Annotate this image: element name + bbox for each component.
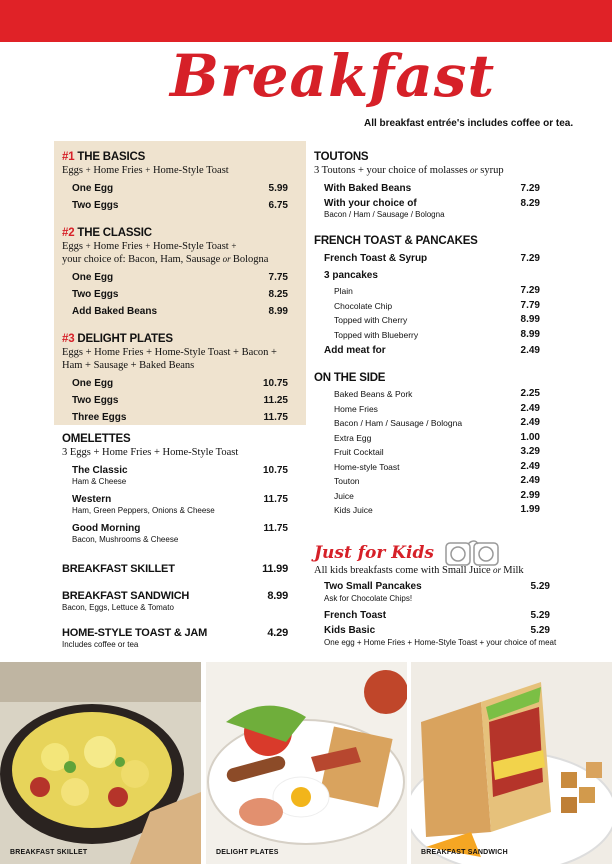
section-description: 3 Eggs + Home Fries + Home-Style Toast xyxy=(62,447,239,458)
kids-title: Just for Kids xyxy=(314,543,434,564)
page-title: Breakfast xyxy=(170,42,496,110)
item-description: Bacon / Ham / Sausage / Bologna xyxy=(324,210,445,219)
photo-breakfast-skillet xyxy=(0,662,201,864)
photo-delight-plates xyxy=(206,662,407,864)
section-title: OMELETTES xyxy=(62,433,131,445)
section-description: Eggs + Home Fries + Home-Style Toast xyxy=(62,165,229,176)
section-basics xyxy=(62,150,288,214)
section-title: THE CLASSIC xyxy=(77,227,152,239)
menu-item: Fruit Cocktail 3.29 xyxy=(334,446,540,457)
section-classic xyxy=(62,226,288,320)
left-column-lower xyxy=(62,432,288,652)
section-title: DELIGHT PLATES xyxy=(77,333,173,345)
menu-item: With your choice of 8.29 xyxy=(324,198,540,209)
menu-item: Topped with Cherry 8.99 xyxy=(334,314,540,325)
delight-image xyxy=(206,662,407,864)
menu-item: Two Eggs 6.75 xyxy=(72,200,288,211)
menu-item: French Toast & Syrup 7.29 xyxy=(324,253,540,264)
menu-item: Two Small Pancakes 5.29 xyxy=(324,581,550,592)
skillet-image xyxy=(0,662,201,864)
section-number: #1 xyxy=(62,151,75,163)
photo-caption: DELIGHT PLATES xyxy=(216,849,279,856)
section-description: Eggs + Home Fries + Home-Style Toast + your choice of: Bacon, Ham, Sausage or Bologna xyxy=(62,241,269,265)
item-description: One egg + Home Fries + Home-Style Toast + your choice of meat xyxy=(324,638,557,647)
menu-item: With Baked Beans 7.29 xyxy=(324,183,540,194)
sandwich-image xyxy=(411,662,612,864)
menu-item: Extra Egg 1.00 xyxy=(334,431,540,443)
section-title: ON THE SIDE xyxy=(314,372,386,384)
photo-breakfast-sandwich xyxy=(411,662,612,864)
menu-item-sandwich: BREAKFAST SANDWICH 8.99 xyxy=(62,590,288,602)
section-toutons xyxy=(314,150,540,220)
section-title: TOUTONS xyxy=(314,151,369,163)
photo-strip xyxy=(0,662,612,864)
menu-item: Two Eggs 8.25 xyxy=(72,289,288,300)
item-description: Ask for Chocolate Chips! xyxy=(324,594,413,603)
menu-item: Kids Basic 5.29 xyxy=(324,625,550,636)
menu-item: Western 11.75 xyxy=(72,494,288,505)
top-red-banner xyxy=(0,0,612,42)
menu-item: One Egg 5.99 xyxy=(72,183,288,194)
section-description: Eggs + Home Fries + Home-Style Toast + Bacon + Ham + Sausage + Baked Beans xyxy=(62,347,277,371)
page-subtitle: All breakfast entrée's includes coffee or tea. xyxy=(364,118,574,129)
menu-item-label: 3 pancakes xyxy=(324,270,378,281)
right-column xyxy=(314,150,540,524)
menu-item: Two Eggs 11.25 xyxy=(72,395,288,406)
section-omelettes xyxy=(62,432,288,545)
section-french-toast xyxy=(314,234,540,359)
menu-item: Kids Juice 1.99 xyxy=(334,504,540,515)
menu-item-toast-jam: HOME-STYLE TOAST & JAM 4.29 xyxy=(62,627,288,639)
item-description: Bacon, Eggs, Lettuce & Tomato xyxy=(62,603,174,612)
item-description: Ham & Cheese xyxy=(72,477,127,486)
menu-item: Home-style Toast 2.49 xyxy=(334,460,540,472)
menu-item: Juice 2.99 xyxy=(334,489,540,501)
menu-item: The Classic 10.75 xyxy=(72,465,288,476)
menu-item-skillet: BREAKFAST SKILLET 11.99 xyxy=(62,563,288,575)
section-description: 3 Toutons + your choice of molasses or syrup xyxy=(314,165,504,176)
menu-item: Bacon / Ham / Sausage / Bologna 2.49 xyxy=(334,417,540,428)
section-on-the-side xyxy=(314,371,540,518)
menu-item: One Egg 7.75 xyxy=(72,272,288,283)
menu-item: Three Eggs 11.75 xyxy=(72,412,288,423)
menu-item: Baked Beans & Pork 2.25 xyxy=(334,388,540,399)
photo-caption: BREAKFAST SKILLET xyxy=(10,849,88,856)
menu-item: Good Morning 11.75 xyxy=(72,523,288,534)
section-title: FRENCH TOAST & PANCAKES xyxy=(314,235,478,247)
left-column-featured xyxy=(62,150,288,432)
menu-item: Plain 7.29 xyxy=(334,285,540,296)
menu-item: Touton 2.49 xyxy=(334,475,540,486)
section-kids xyxy=(314,540,557,650)
menu-item: French Toast 5.29 xyxy=(324,610,550,621)
menu-item: Home Fries 2.49 xyxy=(334,402,540,414)
photo-caption: BREAKFAST SANDWICH xyxy=(421,849,508,856)
menu-item: Add Baked Beans 8.99 xyxy=(72,306,288,317)
section-number: #2 xyxy=(62,227,75,239)
section-number: #3 xyxy=(62,333,75,345)
menu-item: Chocolate Chip 7.79 xyxy=(334,299,540,311)
menu-item: Topped with Blueberry 8.99 xyxy=(334,328,540,340)
menu-item: One Egg 10.75 xyxy=(72,378,288,389)
menu-item: Add meat for 2.49 xyxy=(324,345,540,356)
item-description: Ham, Green Peppers, Onions & Cheese xyxy=(72,506,215,515)
item-description: Includes coffee or tea xyxy=(62,640,139,649)
section-delight xyxy=(62,332,288,426)
item-description: Bacon, Mushrooms & Cheese xyxy=(72,535,179,544)
section-title: THE BASICS xyxy=(77,151,146,163)
kids-description: All kids breakfasts come with Small Juice or Milk xyxy=(314,565,524,576)
